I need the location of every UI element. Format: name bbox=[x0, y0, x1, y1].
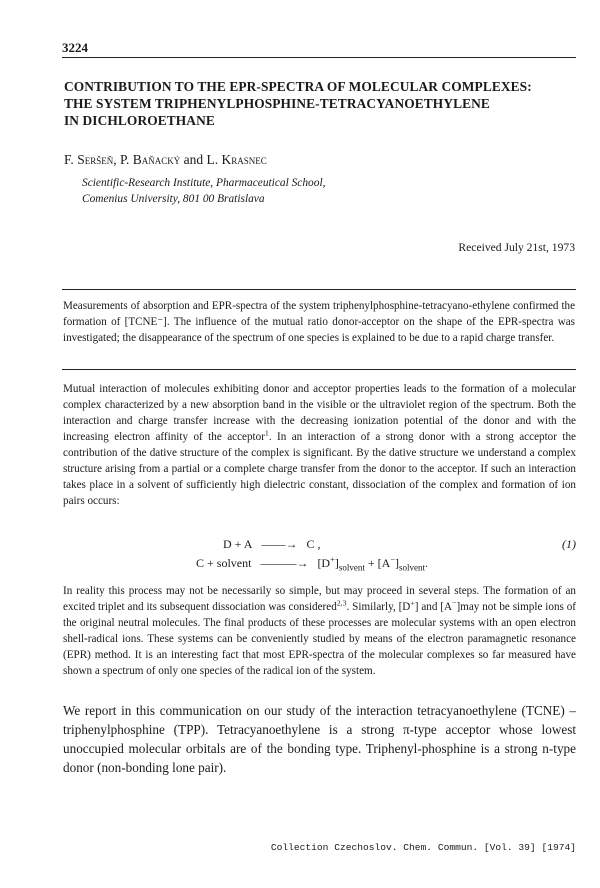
abstract-top-rule bbox=[62, 289, 576, 290]
title-line-1: CONTRIBUTION TO THE EPR-SPECTRA OF MOLECULAR COMPLEXES: bbox=[64, 79, 532, 94]
article-title bbox=[64, 78, 576, 129]
author-2-name: Baňacký bbox=[132, 152, 181, 167]
abstract: Measurements of absorption and EPR-spectra of the system triphenylphosphine-tetracyano-ethylene confirmed the formation of [TCNE⁻]. The influence of the mutual ratio donor-acceptor on the shape of the EPR-spectra was investigated; the disappearance of the spectrum of one species is explained to be due to a rapid charge transfer. bbox=[63, 300, 575, 344]
equation-line-1: D + A ——→ C , bbox=[223, 537, 321, 551]
equation-label: (1) bbox=[562, 537, 576, 551]
affiliation-line-1: Scientific-Research Institute, Pharmaceutical School, bbox=[82, 177, 326, 189]
page-number: 3224 bbox=[62, 40, 88, 55]
paragraph-3: We report in this communication on our study of the interaction tetracyanoethylene (TCNE) – triphenylphosphine (TPP). Tetracyanoethylene is a strong π-type acceptor whose lowest unoccupied molecular orbitals are of the bonding type. Triphenyl-phosphine is a strong n-type donor (non-bonding lone pair). bbox=[63, 703, 576, 775]
title-line-2: THE SYSTEM TRIPHENYLPHOSPHINE-TETRACYANOETHYLENE bbox=[64, 96, 490, 111]
reaction-arrow: ———→ bbox=[260, 556, 309, 570]
header-rule bbox=[62, 57, 576, 58]
abstract-bottom-rule bbox=[62, 369, 576, 370]
reference-1: 1 bbox=[264, 428, 269, 438]
journal-footer: Collection Czechoslov. Chem. Commun. [Vol. 39] [1974] bbox=[270, 842, 576, 853]
author-separator: , P. bbox=[113, 152, 133, 167]
author-1-initial: F. bbox=[64, 152, 78, 167]
author-separator: and L. bbox=[180, 152, 222, 167]
reference-2-3: 2,3 bbox=[336, 598, 347, 608]
affiliation-line-2: Comenius University, 801 00 Bratislava bbox=[82, 193, 265, 205]
author-list bbox=[64, 152, 267, 168]
author-3-name: Krasnec bbox=[221, 152, 267, 167]
paragraph-1: Mutual interaction of molecules exhibiting donor and acceptor properties leads to the formation of a molecular complex characterized by a new absorption band in the visible or the ultraviolet region of the spectrum. Both the interaction and charge transfer increase with the decreasing ionization potential of the donor and with the increasing electron affinity of the acceptor$^1$. In an interaction of a strong donor with a strong acceptor the contribution of the dative structure of the complex is significant. By the dative structure we understand a complex structure arising from a partial or a complete charge transfer from the donor to the acceptor. If such an interaction takes place in a solvent of sufficiently high dielectric constant, dissociation of the complex and formation of ion pairs occurs: bbox=[63, 383, 576, 507]
title-line-3: IN DICHLOROETHANE bbox=[64, 113, 215, 128]
equation-line-2: C + solvent ———→ $[D^+]_{solvent} + [A^-]_{solvent}$. bbox=[196, 555, 429, 573]
author-1-name: Seršeň bbox=[77, 152, 114, 167]
received-date: Received July 21st, 1973 bbox=[458, 241, 575, 254]
reaction-arrow: ——→ bbox=[261, 537, 298, 551]
affiliation bbox=[82, 175, 325, 207]
paragraph-2: In reality this process may not be necessarily so simple, but may proceed in several steps. The formation of an excited triplet and its subsequent dissociation was considered$^{2,3}$. Similarly, [D+] and [A−]may not be simple ions of the original neutral molecules. The final products of these processes are molecular systems with an open electron shell-radical ions. These systems can be conveniently studied by means of the electron paramagnetic resonance (EPR) method. It is an interesting fact that most EPR-spectra of the molecular complexes so far measured have shown a spectrum of only one species of the radical ion of the system. bbox=[63, 585, 576, 677]
